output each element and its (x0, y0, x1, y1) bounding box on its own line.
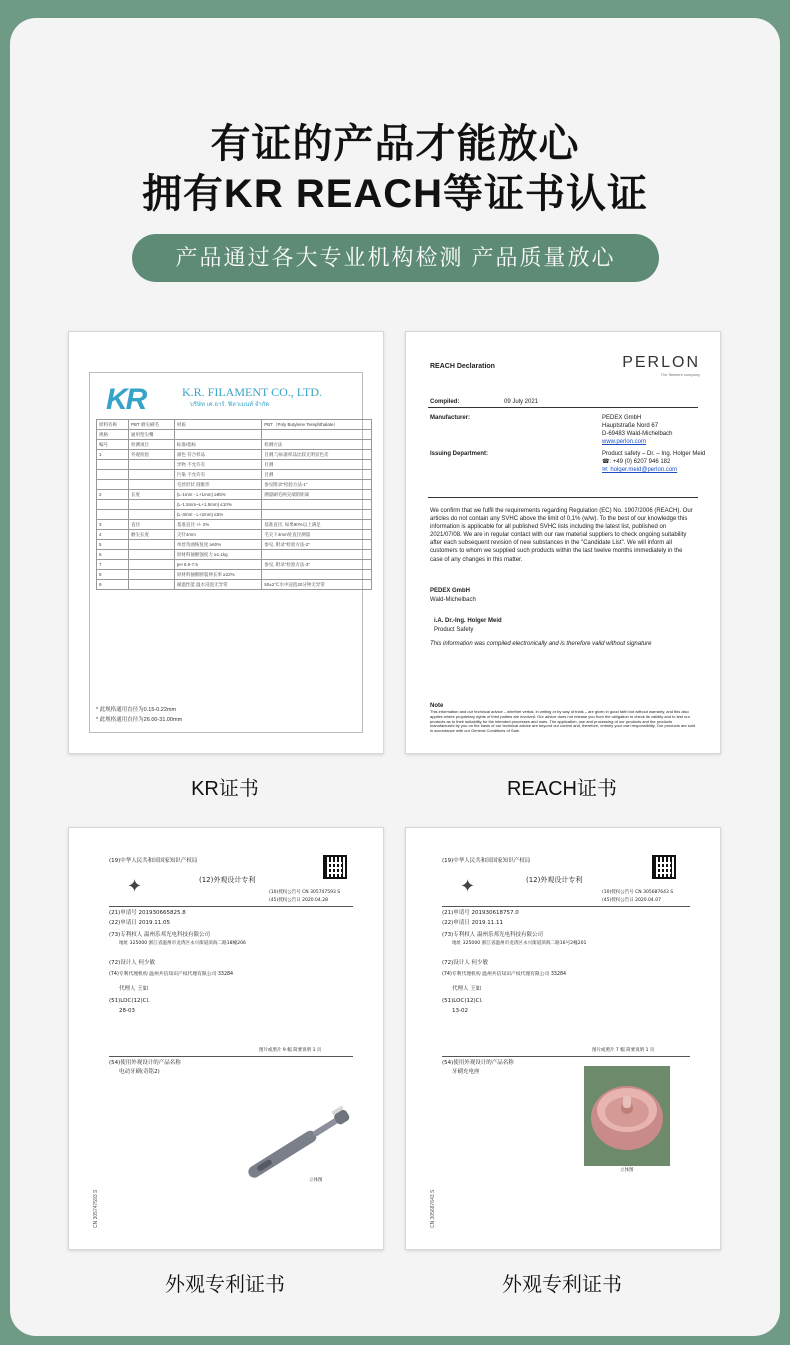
patent-left-caption: 外观专利证书 (165, 1274, 285, 1296)
table-row (97, 520, 372, 530)
perlon-tagline: The filament company (660, 372, 700, 377)
table-row (97, 530, 372, 540)
table-row (97, 420, 372, 430)
patent-designer: (72)设计人 何少敏 (442, 960, 489, 966)
patent-app-no: (21)申请号 201930618757.0 (442, 910, 519, 916)
kr-note-1: * 此规格通用直径为0.15-0.22mm (96, 707, 177, 713)
kr-caption: KR证书 (191, 778, 259, 800)
patent-product-name: 牙刷充电座 (452, 1069, 480, 1075)
table-cell: 原料名称 (97, 420, 129, 430)
kr-logo: KR (106, 383, 146, 416)
table-cell (262, 550, 372, 560)
table-cell: PBT 磨尖刷毛 (129, 420, 175, 430)
qr-code-icon (323, 855, 347, 879)
perlon-logo: PERLON (622, 354, 700, 371)
patent-owner: (73)专利权人 温州乐邦光电科技有限公司 (109, 932, 211, 938)
table-cell: 毛丝形状 圆锥形 (174, 480, 261, 490)
patent-pub-date: (45)授权公告日 2020.04.07 (602, 898, 661, 903)
patent-owner: (73)专利权人 温州乐邦光电科技有限公司 (442, 932, 544, 938)
toothbrush-image (239, 1100, 359, 1190)
table-cell (129, 480, 175, 490)
patent-pub-no: (10)授权公告号 CN 305747593 S (269, 890, 341, 895)
table-cell: 目测 (262, 460, 372, 470)
table-cell (262, 430, 372, 440)
table-cell (97, 460, 129, 470)
perlon-logo-block (622, 354, 700, 377)
manufacturer-line: PEDEX GmbH (602, 415, 642, 421)
table-cell: 标准/指标 (174, 440, 261, 450)
divider (428, 407, 698, 408)
table-cell (129, 550, 175, 560)
table-cell (129, 580, 175, 590)
table-cell: 原材料抽断强度力 ≥1.1kg (174, 550, 261, 560)
patent-product-name: 电动牙刷(奇铭2) (119, 1069, 160, 1075)
table-cell: 检测方法 (262, 440, 372, 450)
table-cell: 直径 (129, 520, 175, 530)
table-row (97, 470, 372, 480)
table-cell: 长度 (129, 490, 175, 500)
patent-view-label: 立体图 (620, 1168, 634, 1173)
reach-signer-role: Product Safety (434, 627, 474, 633)
patent-app-date: (22)申请日 2019.11.11 (442, 920, 504, 926)
divider (109, 1056, 353, 1057)
patent-agency: (74)专利代理机构 温州共信知识产权代理有限公司 33284 (442, 972, 567, 977)
table-row (97, 560, 372, 570)
table-cell: 毛尖下4mm处直径测量 (262, 530, 372, 540)
table-cell: 参见, 附录"检验方法-3" (262, 560, 372, 570)
reach-note-title: Note (430, 703, 444, 709)
table-cell (262, 500, 372, 510)
patent-product-label: (54)使用外观设计的产品名称 (109, 1060, 181, 1066)
table-row (97, 550, 372, 560)
table-cell: 1 (97, 450, 129, 460)
table-row (97, 500, 372, 510)
table-cell: 6 (97, 550, 129, 560)
charging-base-image (584, 1066, 670, 1166)
kr-certificate-body (89, 372, 363, 733)
patent-right-caption: 外观专利证书 (502, 1274, 622, 1296)
table-cell (262, 510, 372, 520)
table-cell (97, 500, 129, 510)
table-cell (129, 470, 175, 480)
table-row (97, 460, 372, 470)
kr-company-name: K.R. FILAMENT CO., LTD. (182, 385, 323, 399)
table-cell (129, 500, 175, 510)
table-cell: 目测,与标准样品比较无明显色差 (262, 450, 372, 460)
table-cell: 外观检验 (129, 450, 175, 460)
table-cell: 50±2℃水中浸泡20分钟无异常 (262, 580, 372, 590)
table-cell: 参见附录"检验方法-1" (262, 480, 372, 490)
patent-address: 地址 325000 浙江省温州市龙湾区永兴街道滨海二路16号2幢201 (452, 941, 587, 946)
table-cell: 尖针4mm (174, 530, 261, 540)
table-cell: 参见, 附录"检验方法-2" (262, 540, 372, 550)
table-cell: 3 (97, 520, 129, 530)
table-cell (97, 510, 129, 520)
patent-agency: (74)专利代理机构 温州共信知识产权代理有限公司 33284 (109, 972, 234, 977)
manufacturer-website-link[interactable]: www.perlon.com (602, 439, 647, 446)
patent-left-frame[interactable] (68, 827, 384, 1250)
reach-company: PEDEX GmbH (430, 588, 471, 594)
table-cell: 4 (97, 530, 129, 540)
table-row (97, 510, 372, 520)
table-cell: 原材料抽断断裂伸长率 ≥22% (174, 570, 261, 580)
patent-agent: 代理人 王如 (119, 986, 149, 992)
patent-agent: 代理人 王如 (452, 986, 482, 992)
patent-side-id: CN 305687643 S (430, 1189, 436, 1228)
reach-body: We confirm that we fulfil the requirements regarding Regulation (EC) No. 1907/2006 (REACH). Our articles do not contain any SVHC above the limit of 0,1% (w/w). To the best of our knowledge this information is applicable for all published SVHC lists including the latest list, published on 2021/07/08. We are in regular contact with our raw material suppliers to check ongoing suitability after each subsequent revision of new substances in the "Candidate List". We will inform all customers to whom we supplied such products within the last twelve months immediately in the case of any changes in this matter. (430, 508, 693, 563)
kr-spec-table (96, 419, 372, 590)
reach-note-text: This information and our technical advice – whether verbal, in writing or by way of trials – are given in good faith but without warranty, and this also applies where proprietary rights of third parties are involved. Our advice does not release you from the obligation to check its validity and to test our products as to their suitability for the intended processes and uses. The application, use and processing of our products and the products manufactured by you on the basis of our technical advice are beyond our control and, therefore, entirely your own responsibility. Our products are sold in accordance with our General Conditions of Sale. (430, 709, 696, 734)
table-cell: 编号 (97, 440, 129, 450)
table-cell: 基准直径 +/- 2% (174, 520, 261, 530)
qr-code-icon (652, 855, 676, 879)
table-row (97, 440, 372, 450)
table-row (97, 490, 372, 500)
compiled-label: Compiled: (430, 399, 460, 405)
table-cell (129, 570, 175, 580)
patent-authority: (19)中华人民共和国国家知识产权局 (109, 858, 198, 864)
table-cell: 9 (97, 580, 129, 590)
table-cell: 异物 不允许有 (174, 460, 261, 470)
patent-authority: (19)中华人民共和国国家知识产权局 (442, 858, 531, 864)
issuing-email-link[interactable]: ✉: holger.meid@perlon.com (602, 467, 678, 474)
table-cell: 材质 (174, 420, 261, 430)
patent-loc: (51)LOC(12)Cl. (442, 998, 483, 1004)
patent-address: 地址 325000 浙江省温州市龙湾区永兴街道滨海二路18幢206 (119, 941, 246, 946)
table-cell (129, 540, 175, 550)
patent-left-doc (79, 838, 373, 1239)
reach-electronic-note: This information was compiled electronically and is therefore valid without signature (430, 641, 652, 647)
table-cell: 耐温性能 温水浸泡无异常 (174, 580, 261, 590)
table-cell: (L-1mm - L+1mm) ≥85% (174, 490, 261, 500)
kr-certificate-frame[interactable] (68, 331, 384, 754)
table-cell (262, 570, 372, 580)
table-row (97, 450, 372, 460)
table-cell (97, 470, 129, 480)
kr-company-sub: บริษัท เค.อาร์. ฟิลาเมนท์ จำกัด (190, 402, 270, 408)
reach-caption: REACH证书 (506, 778, 617, 800)
patent-product-label: (54)使用外观设计的产品名称 (442, 1060, 514, 1066)
table-cell (174, 430, 261, 440)
patent-summary: 图片或照片 9 幅 简要说明 1 页 (259, 1048, 322, 1053)
issuing-line: ☎: +49 (0) 6207 946 182 (602, 459, 671, 466)
table-cell: 目测 (262, 470, 372, 480)
patent-app-no: (21)申请号 201930665825.8 (109, 910, 186, 916)
reach-title: REACH Declaration (430, 363, 495, 370)
compiled-value: 09 July 2021 (504, 399, 539, 405)
patent-office-logo-icon: ✦ (460, 876, 476, 896)
patent-right-doc (416, 838, 710, 1239)
table-cell: 规格 (97, 430, 129, 440)
patent-loc: (51)LOC(12)Cl. (109, 998, 150, 1004)
table-cell (129, 460, 175, 470)
reach-certificate-frame[interactable] (405, 331, 721, 754)
patent-type: (12)外观设计专利 (526, 876, 583, 884)
table-cell: 8 (97, 570, 129, 580)
patent-app-date: (22)申请日 2019.11.05 (109, 920, 171, 926)
table-cell (97, 480, 129, 490)
table-cell: 颜色 符合样品 (174, 450, 261, 460)
patent-side-id: CN 305747593 S (93, 1189, 99, 1228)
table-cell: pH 6.5-7.5 (174, 560, 261, 570)
table-cell (129, 560, 175, 570)
table-cell: 检测项目 (129, 440, 175, 450)
reach-certificate-doc (416, 342, 710, 743)
patent-pub-date: (45)授权公告日 2020.04.28 (269, 898, 328, 903)
patent-office-logo-icon: ✦ (127, 876, 143, 896)
patent-view-label: 立体图 (309, 1178, 323, 1183)
kr-certificate-doc (79, 342, 373, 743)
issuing-block (602, 450, 705, 474)
patent-designer: (72)设计人 何少敏 (109, 960, 156, 966)
table-cell: 单丝弯曲恢复度 ≥60% (174, 540, 261, 550)
table-cell: 通用型尖嘴 (129, 430, 175, 440)
divider (428, 497, 698, 498)
table-row (97, 430, 372, 440)
reach-signer: i.A. Dr.-Ing. Holger Meid (434, 618, 502, 624)
headline-line2: 拥有KR REACH等证书认证 (141, 172, 649, 216)
table-cell: 7 (97, 560, 129, 570)
banner-pill: 产品通过各大专业机构检测 产品质量放心 (132, 234, 659, 282)
reach-city: Wald-Michelbach (430, 597, 476, 603)
table-row (97, 480, 372, 490)
manufacturer-block (602, 414, 672, 446)
divider (442, 1056, 690, 1057)
issuing-line: Product safety – Dr. – Ing. Holger Meid (602, 451, 706, 457)
divider (442, 906, 690, 907)
patent-type: (12)外观设计专利 (199, 876, 256, 884)
table-cell: 污染 不允许有 (174, 470, 261, 480)
table-cell (129, 510, 175, 520)
table-cell: 5 (97, 540, 129, 550)
table-row (97, 540, 372, 550)
table-cell: 2 (97, 490, 129, 500)
headline-line1: 有证的产品才能放心 (210, 122, 580, 166)
patent-pub-no: (10)授权公告号 CN 305687643 S (602, 890, 674, 895)
divider (109, 906, 353, 907)
table-row (97, 580, 372, 590)
patent-loc-code: 28-03 (119, 1008, 135, 1014)
manufacturer-line: D-69483 Wald-Michelbach (602, 431, 673, 438)
table-cell: 基准直径, 如果90%以上满足 (262, 520, 372, 530)
patent-summary: 图片或照片 7 幅 简要说明 1 页 (592, 1048, 655, 1053)
table-cell: 磨尖长度 (129, 530, 175, 540)
table-cell: PBT（Poly Butylene Terephthalate） (262, 420, 372, 430)
patent-right-frame[interactable] (405, 827, 721, 1250)
table-cell: (L-1.5mm~L+1.5mm) ≤10% (174, 500, 261, 510)
manufacturer-line: Hauptstraße Nord 67 (602, 423, 659, 430)
issuing-label: Issuing Department: (430, 451, 489, 457)
table-cell: (L-3mm - L+2mm) ≤5% (174, 510, 261, 520)
table-cell: 测量刷毛两尖端的距离 (262, 490, 372, 500)
kr-note-2: * 此规格通用直径为26.00-31.00mm (96, 717, 183, 723)
manufacturer-label: Manufacturer: (430, 415, 471, 421)
table-row (97, 570, 372, 580)
patent-loc-code: 13-02 (452, 1008, 468, 1014)
